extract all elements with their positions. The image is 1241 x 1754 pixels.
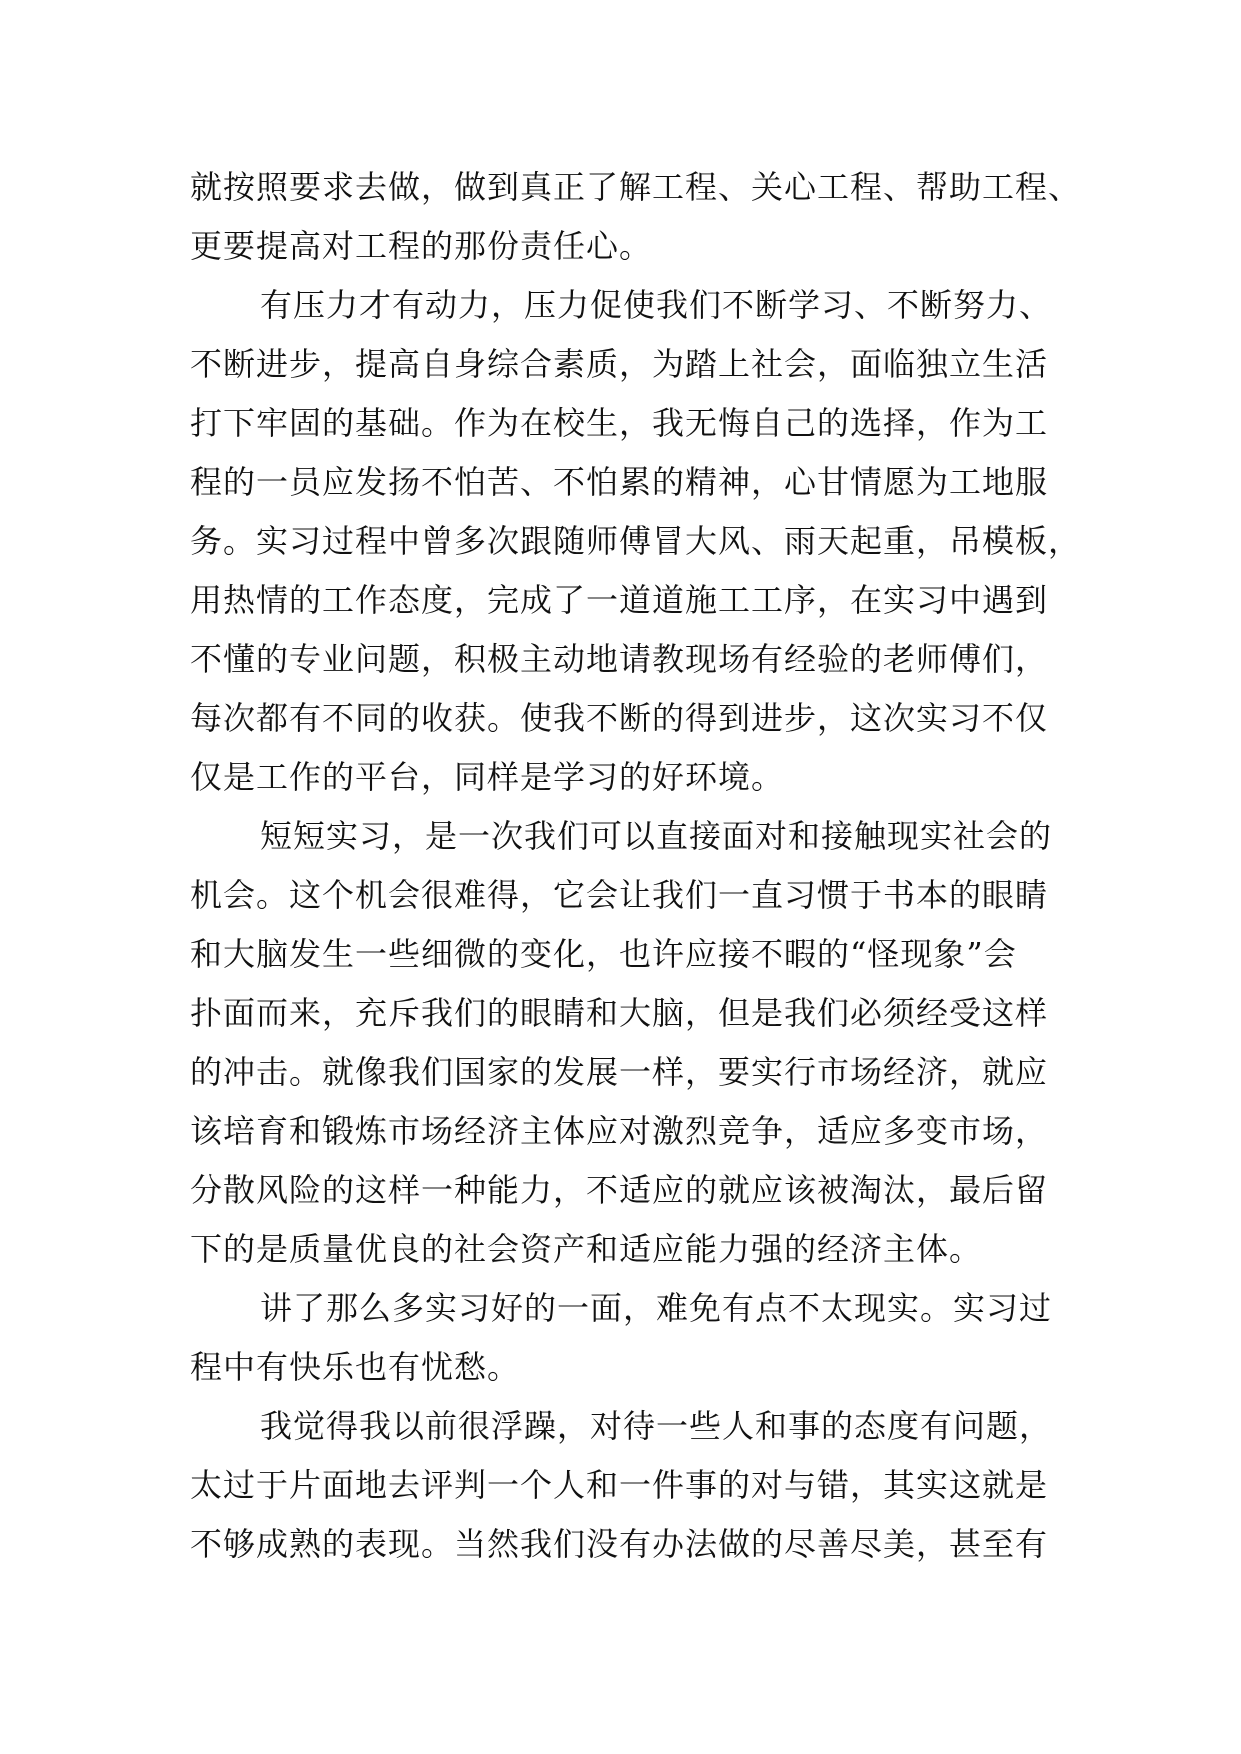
paragraph-5 [190,1397,1070,1574]
text-line: 扑面而来，充斥我们的眼睛和大脑，但是我们必须经受这样 [190,994,1049,1032]
text-line: 用热情的工作态度，完成了一道道施工工序，在实习中遇到 [190,581,1049,619]
text-line: 不够成熟的表现。当然我们没有办法做的尽善尽美，甚至有 [190,1525,1049,1563]
text-line: 该培育和锻炼市场经济主体应对激烈竞争，适应多变市场， [190,1112,1049,1150]
text-line: 务。实习过程中曾多次跟随师傅冒大风、雨天起重，吊模板， [190,522,1082,560]
paragraph-4 [190,1279,1070,1397]
text-line: 机会。这个机会很难得，它会让我们一直习惯于书本的眼睛 [190,876,1049,914]
text-line: 太过于片面地去评判一个人和一件事的对与错，其实这就是 [190,1466,1049,1504]
text-line: 短短实习，是一次我们可以直接面对和接触现实社会的 [260,817,1053,855]
text-line: 的冲击。就像我们国家的发展一样，要实行市场经济，就应 [190,1053,1049,1091]
text-line: 讲了那么多实习好的一面，难免有点不太现实。实习过 [260,1289,1053,1327]
text-line: 我觉得我以前很浮躁，对待一些人和事的态度有问题， [260,1407,1053,1445]
document-body [190,158,1082,1574]
paragraph-1 [190,158,1082,276]
text-line: 程的一员应发扬不怕苦、不怕累的精神，心甘情愿为工地服 [190,463,1049,501]
text-line: 就按照要求去做，做到真正了解工程、关心工程、帮助工程、 [190,168,1082,206]
paragraph-3 [190,807,1070,1279]
text-line: 每次都有不同的收获。使我不断的得到进步，这次实习不仅 [190,699,1049,737]
text-line: 分散风险的这样一种能力，不适应的就应该被淘汰，最后留 [190,1171,1049,1209]
text-line: 不懂的专业问题，积极主动地请教现场有经验的老师傅们， [190,640,1049,678]
text-line: 程中有快乐也有忧愁。 [190,1348,521,1386]
paragraph-2 [190,276,1082,807]
text-line: 更要提高对工程的那份责任心。 [190,227,653,265]
text-line: 有压力才有动力，压力促使我们不断学习、不断努力、 [260,286,1053,324]
text-line: 仅是工作的平台，同样是学习的好环境。 [190,758,785,796]
text-line: 下的是质量优良的社会资产和适应能力强的经济主体。 [190,1230,983,1268]
text-line: 打下牢固的基础。作为在校生，我无悔自己的选择，作为工 [190,404,1049,442]
text-line: 不断进步，提高自身综合素质，为踏上社会，面临独立生活 [190,345,1049,383]
text-line: 和大脑发生一些细微的变化，也许应接不暇的“怪现象”会 [190,935,1017,973]
